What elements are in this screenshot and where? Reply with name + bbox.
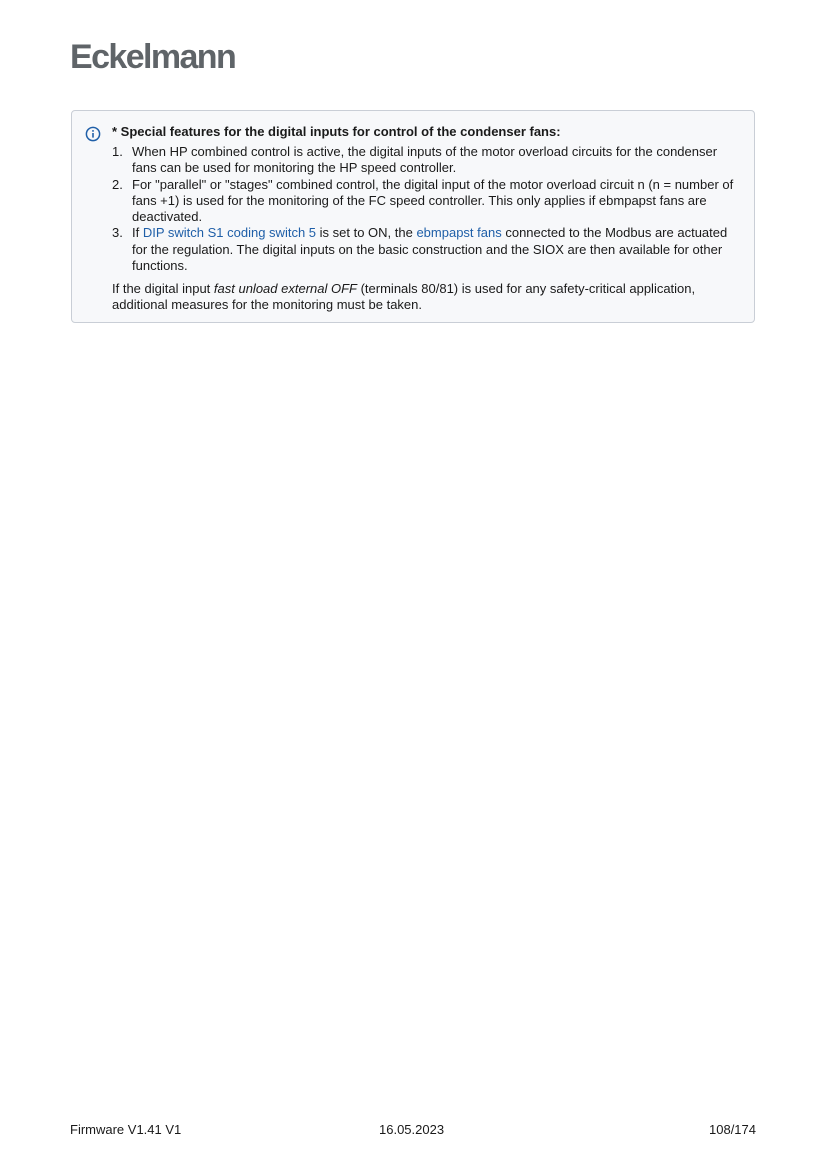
- note-text-start: If the digital input: [112, 281, 214, 296]
- info-panel: [71, 110, 755, 323]
- list-item-text-start: If: [132, 225, 143, 241]
- company-logo: Eckelmann: [70, 38, 236, 76]
- footer-date: 16.05.2023: [379, 1122, 445, 1137]
- list-number: 1.: [112, 144, 123, 159]
- list-number: 3.: [112, 225, 123, 241]
- list-item-text-end: connected to the Modbus are actuated for the regulation. The digital inputs on the basic construction and the SIOX are then available for other functions.: [132, 225, 728, 274]
- list-number: 2.: [112, 176, 123, 192]
- list-item: [112, 144, 742, 177]
- list-item-text: When HP combined control is active, the digital inputs of the motor overload circuits for the condenser fans can be used for monitoring the HP speed controller.: [132, 144, 718, 176]
- list-item-text-middle: is set to ON, the: [316, 225, 417, 241]
- list-item: [112, 177, 742, 226]
- ebmpapst-fans-link[interactable]: ebmpapst fans: [416, 225, 502, 241]
- footer-firmware: Firmware V1.41 V1: [70, 1122, 182, 1137]
- note-text-end: (terminals 80/81) is used for any safety-critical application, additional measures for the monitoring must be taken.: [112, 281, 696, 313]
- list-item-text: For "parallel" or "stages" combined control, the digital input of the motor overload circuit n (n = number of fans +1) is used for the monitoring of the FC speed controller. This only applies if ebmpapst fans are deactivated.: [132, 176, 734, 225]
- safety-note: [112, 281, 746, 314]
- footer-page-number: 108/174: [709, 1122, 756, 1137]
- note-input-name: fast unload external OFF: [213, 281, 357, 296]
- list-item: [112, 225, 742, 274]
- panel-title: * Special features for the digital inputs for control of the condenser fans:: [112, 124, 561, 139]
- feature-list: [112, 144, 742, 274]
- info-icon: [85, 126, 101, 142]
- dip-switch-link[interactable]: DIP switch S1 coding switch 5: [142, 225, 317, 241]
